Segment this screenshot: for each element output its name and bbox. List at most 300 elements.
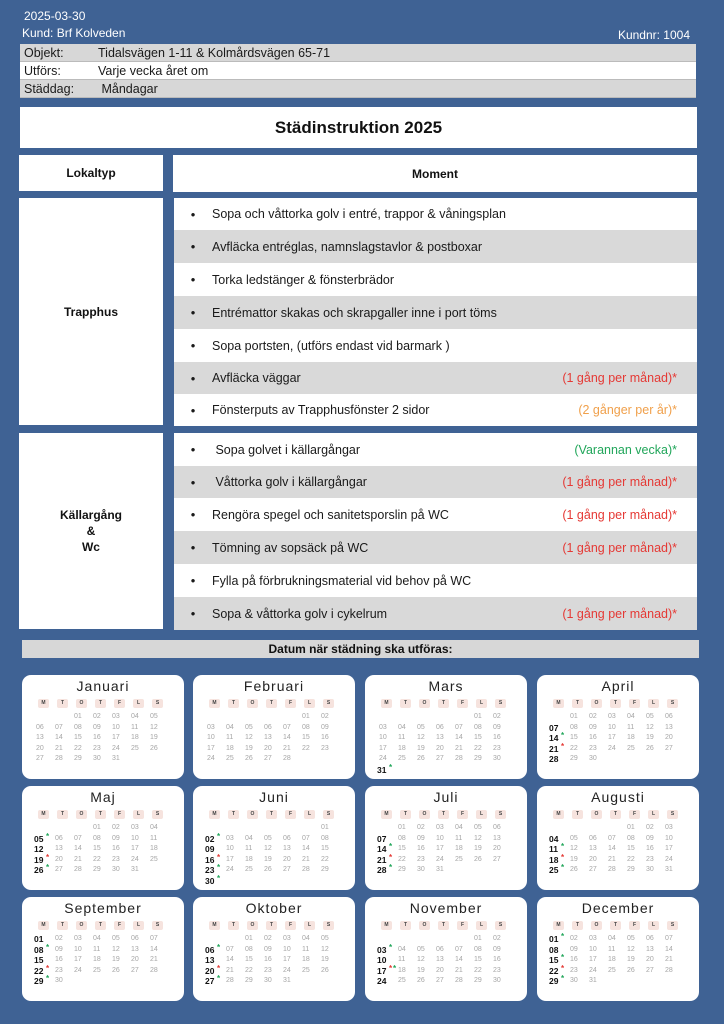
weekday-label: O bbox=[76, 810, 87, 819]
weekday-label: O bbox=[247, 699, 258, 708]
month-days bbox=[193, 810, 355, 887]
calendar-day: 18 bbox=[627, 734, 635, 742]
calendar-day: 25 bbox=[608, 966, 616, 974]
green-asterisk-icon: * bbox=[389, 842, 393, 852]
weekday-label: L bbox=[476, 921, 487, 930]
calendar-day: 09 bbox=[417, 834, 425, 842]
calendar-day: 06 bbox=[436, 945, 444, 953]
weekday-label: L bbox=[304, 921, 315, 930]
calendar-day: 13 bbox=[589, 845, 597, 853]
calendar-day: 06 bbox=[436, 723, 444, 731]
weekday-label: S bbox=[152, 921, 163, 930]
cleaning-day: 15 * bbox=[549, 953, 565, 966]
calendar-day: 29 bbox=[398, 866, 406, 874]
info-value: Måndagar bbox=[98, 81, 158, 96]
calendar-day: 22 bbox=[627, 855, 635, 863]
calendar-day: 21 bbox=[55, 744, 63, 752]
calendar-day: 04 bbox=[455, 824, 463, 831]
task-row bbox=[174, 433, 697, 466]
cleaning-day: 04 bbox=[549, 833, 559, 844]
month-name: September bbox=[64, 900, 142, 916]
calendar-day: 20 bbox=[131, 956, 139, 964]
cleaning-day: 14 * bbox=[377, 842, 393, 855]
calendar-day: 16 bbox=[93, 734, 101, 742]
calendar-day: 30 bbox=[417, 866, 425, 874]
weekday-label: S bbox=[152, 699, 163, 708]
calendar-day: 30 bbox=[589, 755, 597, 763]
calendar-day: 24 bbox=[589, 966, 597, 974]
info-row-objekt bbox=[20, 44, 696, 62]
weekday-label: M bbox=[553, 921, 564, 930]
calendar-day: 15 bbox=[302, 734, 310, 742]
calendar-day: 10 bbox=[131, 834, 139, 842]
weekday-label: T bbox=[400, 921, 411, 930]
weekday-label: T bbox=[572, 699, 583, 708]
green-asterisk-icon: * bbox=[217, 863, 221, 873]
weekday-label: M bbox=[38, 921, 49, 930]
calendar-day: 04 bbox=[131, 713, 139, 720]
calendar-day: 15 bbox=[474, 956, 482, 964]
calendar-day: 12 bbox=[570, 845, 578, 853]
calendar-day: 10 bbox=[74, 945, 82, 953]
cleaning-day: 03 * bbox=[377, 942, 393, 955]
calendar-day: 14 bbox=[455, 956, 463, 964]
weekday-label: S bbox=[667, 810, 678, 819]
bullet-icon: • bbox=[190, 442, 196, 457]
calendar-month bbox=[537, 675, 699, 779]
calendar-day: 16 bbox=[321, 734, 329, 742]
calendar-day: 14 bbox=[150, 945, 158, 953]
weekday-label: L bbox=[476, 699, 487, 708]
month-days bbox=[537, 921, 699, 987]
task-text: Fylla på förbrukningsmaterial vid behov på WC bbox=[212, 573, 472, 588]
calendar-day: 22 bbox=[245, 966, 253, 974]
weekday-label: T bbox=[228, 810, 239, 819]
calendar-day: 03 bbox=[131, 824, 139, 831]
calendar-day: 31 bbox=[131, 866, 139, 874]
green-asterisk-icon: * bbox=[217, 873, 221, 883]
calendar-day: 13 bbox=[436, 734, 444, 742]
month-name: Maj bbox=[90, 789, 116, 805]
month-name: November bbox=[409, 900, 483, 916]
red-asterisk-icon: * bbox=[217, 852, 221, 862]
calendar-day: 11 bbox=[302, 945, 310, 953]
calendar-day: 30 bbox=[493, 755, 501, 763]
calendar-day: 21 bbox=[283, 744, 291, 752]
weekday-label: L bbox=[304, 810, 315, 819]
month-days bbox=[365, 921, 527, 987]
cleaning-day: 01 bbox=[34, 934, 44, 944]
calendar-day: 01 bbox=[74, 713, 82, 720]
calendar-day: 13 bbox=[665, 723, 673, 731]
calendar-day: 21 bbox=[74, 855, 82, 863]
calendar-day: 03 bbox=[589, 935, 597, 942]
task-text: Avfläcka entréglas, namnslagstavlor & postboxar bbox=[212, 239, 483, 254]
info-label: Objekt: bbox=[24, 45, 64, 60]
calendar-day: 03 bbox=[608, 713, 616, 720]
calendar-day: 09 bbox=[570, 945, 578, 953]
calendar-day: 15 bbox=[398, 845, 406, 853]
calendar-day: 07 bbox=[608, 834, 616, 842]
weekday-label: T bbox=[610, 810, 621, 819]
calendar-day: 05 bbox=[646, 713, 654, 720]
calendar-day: 19 bbox=[150, 734, 158, 742]
calendar-day: 09 bbox=[264, 945, 272, 953]
calendar-day: 25 bbox=[627, 744, 635, 752]
weekday-label: F bbox=[285, 699, 296, 708]
weekday-label: T bbox=[610, 699, 621, 708]
calendar-day: 09 bbox=[55, 945, 63, 953]
calendar-day: 24 bbox=[207, 755, 215, 763]
calendar-day: 02 bbox=[493, 935, 501, 942]
weekday-label: S bbox=[323, 810, 334, 819]
calendar-day: 26 bbox=[321, 966, 329, 974]
calendar-day: 06 bbox=[665, 713, 673, 720]
calendar-day: 19 bbox=[474, 845, 482, 853]
calendar-day: 06 bbox=[283, 834, 291, 842]
calendar-day: 18 bbox=[302, 956, 310, 964]
weekday-label: T bbox=[400, 699, 411, 708]
calendar-day: 21 bbox=[665, 956, 673, 964]
calendar-day: 01 bbox=[474, 713, 482, 720]
calendar-day: 06 bbox=[493, 824, 501, 831]
task-row bbox=[174, 198, 697, 230]
green-asterisk-icon: * bbox=[217, 974, 221, 984]
calendar-month bbox=[193, 675, 355, 779]
calendar-month bbox=[365, 786, 527, 890]
task-frequency: (1 gång per månad)* bbox=[562, 540, 677, 555]
bullet-icon: • bbox=[190, 206, 196, 222]
weekday-label: O bbox=[76, 921, 87, 930]
calendar-day: 21 bbox=[608, 855, 616, 863]
calendar-day: 17 bbox=[665, 845, 673, 853]
calendar-month bbox=[365, 675, 527, 779]
section-label-kallargang: Källargång & Wc bbox=[19, 433, 163, 629]
bullet-icon: • bbox=[190, 507, 196, 522]
calendar-day: 25 bbox=[398, 977, 406, 985]
green-asterisk-icon: * bbox=[46, 974, 50, 984]
calendar-month bbox=[193, 786, 355, 890]
calendar-day: 08 bbox=[245, 945, 253, 953]
calendar-day: 16 bbox=[112, 845, 120, 853]
calendar-month bbox=[365, 897, 527, 1001]
calendar-day: 12 bbox=[150, 723, 158, 731]
calendar-day: 20 bbox=[665, 734, 673, 742]
calendar-day: 20 bbox=[436, 744, 444, 752]
weekday-label: T bbox=[400, 810, 411, 819]
weekday-label: L bbox=[648, 810, 659, 819]
cleaning-day: 13 bbox=[205, 955, 215, 966]
calendar-day: 14 bbox=[74, 845, 82, 853]
calendar-day: 26 bbox=[417, 977, 425, 985]
calendar-day: 25 bbox=[226, 755, 234, 763]
calendar-day: 21 bbox=[455, 966, 463, 974]
weekday-label: T bbox=[266, 921, 277, 930]
cleaning-day: 01 * bbox=[549, 932, 565, 944]
green-asterisk-icon: * bbox=[561, 974, 565, 984]
calendar-day: 14 bbox=[455, 734, 463, 742]
calendar-day: 08 bbox=[93, 834, 101, 842]
weekday-label: O bbox=[419, 810, 430, 819]
calendar-day: 11 bbox=[93, 945, 101, 953]
calendar-day: 23 bbox=[93, 744, 101, 752]
calendar-day: 24 bbox=[131, 855, 139, 863]
weekday-label: O bbox=[247, 810, 258, 819]
red-asterisk-icon: * bbox=[389, 963, 393, 973]
calendar-day: 01 bbox=[245, 935, 253, 942]
weekday-label: F bbox=[114, 699, 125, 708]
green-asterisk-icon: * bbox=[389, 942, 393, 952]
calendar-day: 11 bbox=[627, 723, 635, 731]
weekday-label: L bbox=[133, 921, 144, 930]
task-frequency: (1 gång per månad)* bbox=[562, 606, 677, 621]
calendar-day: 07 bbox=[283, 723, 291, 731]
month-days bbox=[537, 810, 699, 876]
red-asterisk-icon: * bbox=[46, 852, 50, 862]
cleaning-day: 14 * bbox=[549, 731, 565, 744]
task-row bbox=[174, 498, 697, 531]
calendar-day: 13 bbox=[436, 956, 444, 964]
weekday-label: S bbox=[667, 921, 678, 930]
cleaning-day: 21 * bbox=[549, 741, 565, 754]
weekday-label: M bbox=[553, 810, 564, 819]
bullet-icon: • bbox=[190, 272, 196, 287]
calendar-day: 05 bbox=[570, 834, 578, 842]
weekday-label: T bbox=[438, 921, 449, 930]
green-asterisk-icon: * bbox=[217, 942, 221, 952]
green-asterisk-icon: * bbox=[46, 863, 50, 873]
calendar-day: 04 bbox=[245, 834, 253, 842]
calendar-day: 20 bbox=[646, 956, 654, 964]
green-asterisk-icon: * bbox=[561, 932, 565, 941]
calendar-day: 20 bbox=[493, 845, 501, 853]
calendar-day: 29 bbox=[570, 755, 578, 763]
red-asterisk-icon: * bbox=[46, 963, 50, 973]
weekday-label: O bbox=[419, 921, 430, 930]
red-asterisk-icon: * bbox=[217, 963, 221, 973]
calendar-day: 04 bbox=[226, 723, 234, 731]
calendar-day: 22 bbox=[74, 744, 82, 752]
calendar-day: 04 bbox=[150, 824, 158, 831]
calendar-day: 28 bbox=[55, 755, 63, 763]
month-days bbox=[22, 921, 184, 987]
calendar-day: 16 bbox=[417, 845, 425, 853]
calendar-day: 13 bbox=[36, 734, 44, 742]
weekday-label: S bbox=[323, 921, 334, 930]
weekday-label: F bbox=[285, 810, 296, 819]
calendar-day: 15 bbox=[474, 734, 482, 742]
info-row-utfors bbox=[20, 62, 696, 80]
weekday-label: M bbox=[553, 699, 564, 708]
cleaning-day: 07 bbox=[377, 833, 387, 844]
calendar-day: 08 bbox=[474, 723, 482, 731]
task-row bbox=[174, 263, 697, 296]
cleaning-day: 08 * bbox=[34, 942, 50, 955]
calendar-day: 27 bbox=[283, 866, 291, 874]
weekday-label: T bbox=[572, 921, 583, 930]
calendar-day: 19 bbox=[570, 855, 578, 863]
calendar-day: 02 bbox=[646, 824, 654, 831]
calendar-day: 14 bbox=[665, 945, 673, 953]
calendar-day: 12 bbox=[112, 945, 120, 953]
calendar-day: 18 bbox=[455, 845, 463, 853]
task-text: Sopa och våttorka golv i entré, trappor & våningsplan bbox=[212, 207, 506, 221]
weekday-label: M bbox=[209, 921, 220, 930]
month-days bbox=[193, 921, 355, 987]
calendar-day: 05 bbox=[245, 723, 253, 731]
calendar-day: 12 bbox=[474, 834, 482, 842]
cleaning-day: 23 * bbox=[205, 863, 221, 876]
calendar-title: Datum när städning ska utföras: bbox=[22, 640, 699, 658]
calendar-day: 17 bbox=[207, 744, 215, 752]
green-asterisk-icon: * bbox=[389, 762, 393, 772]
cleaning-day: 11 * bbox=[549, 842, 565, 855]
calendar-day: 10 bbox=[226, 845, 234, 853]
calendar-day: 19 bbox=[417, 744, 425, 752]
month-name: December bbox=[581, 900, 655, 916]
calendar-day: 08 bbox=[302, 723, 310, 731]
calendar-day: 03 bbox=[207, 723, 215, 731]
calendar-day: 08 bbox=[74, 723, 82, 731]
calendar-day: 12 bbox=[417, 734, 425, 742]
calendar-day: 19 bbox=[112, 956, 120, 964]
calendar-day: 29 bbox=[627, 866, 635, 874]
calendar-day: 28 bbox=[665, 966, 673, 974]
month-days bbox=[22, 699, 184, 765]
calendar-day: 17 bbox=[74, 956, 82, 964]
weekday-label: M bbox=[38, 699, 49, 708]
calendar-day: 02 bbox=[321, 713, 329, 720]
calendar-day: 20 bbox=[589, 855, 597, 863]
cleaning-day: 28 bbox=[549, 754, 559, 765]
task-text: Entrémattor skakas och skrapgaller inne i port töms bbox=[212, 305, 497, 320]
cleaning-day: 16 * bbox=[205, 852, 221, 865]
calendar-day: 29 bbox=[474, 755, 482, 763]
month-days bbox=[22, 810, 184, 876]
calendar-day: 12 bbox=[321, 945, 329, 953]
calendar-day: 27 bbox=[589, 866, 597, 874]
green-asterisk-icon: * bbox=[46, 942, 50, 952]
calendar-day: 09 bbox=[112, 834, 120, 842]
calendar-day: 23 bbox=[321, 744, 329, 752]
calendar-day: 02 bbox=[493, 713, 501, 720]
calendar-day: 04 bbox=[627, 713, 635, 720]
calendar-day: 06 bbox=[36, 723, 44, 731]
task-text: Tömning av sopsäck på WC bbox=[212, 540, 369, 555]
calendar-day: 08 bbox=[570, 723, 578, 731]
calendar-month bbox=[193, 897, 355, 1001]
info-row-staddag bbox=[20, 80, 696, 98]
red-asterisk-icon: * bbox=[561, 741, 565, 751]
calendar-day: 28 bbox=[74, 866, 82, 874]
calendar-day: 15 bbox=[570, 734, 578, 742]
cleaning-day: 19 * bbox=[34, 852, 50, 865]
task-row bbox=[174, 296, 697, 329]
calendar-day: 23 bbox=[417, 855, 425, 863]
info-value: Tidalsvägen 1-11 & Kolmårdsvägen 65-71 bbox=[98, 45, 331, 60]
month-name: April bbox=[601, 678, 635, 694]
calendar-day: 19 bbox=[646, 734, 654, 742]
calendar-day: 24 bbox=[665, 855, 673, 863]
weekday-label: M bbox=[38, 810, 49, 819]
calendar-day: 17 bbox=[608, 734, 616, 742]
calendar-day: 10 bbox=[207, 734, 215, 742]
calendar-day: 29 bbox=[245, 977, 253, 985]
calendar-day: 12 bbox=[245, 734, 253, 742]
calendar-day: 14 bbox=[302, 845, 310, 853]
calendar-day: 25 bbox=[93, 966, 101, 974]
calendar-day: 07 bbox=[455, 945, 463, 953]
weekday-label: T bbox=[228, 921, 239, 930]
calendar-day: 02 bbox=[570, 935, 578, 942]
calendar-day: 18 bbox=[226, 744, 234, 752]
calendar-day: 31 bbox=[112, 755, 120, 763]
weekday-label: T bbox=[266, 810, 277, 819]
calendar-day: 26 bbox=[112, 966, 120, 974]
green-asterisk-icon: * bbox=[389, 863, 393, 873]
calendar-day: 15 bbox=[321, 845, 329, 853]
green-asterisk-icon: * bbox=[217, 831, 221, 841]
calendar-day: 22 bbox=[398, 855, 406, 863]
weekday-label: T bbox=[610, 921, 621, 930]
red-asterisk-icon: * bbox=[389, 852, 393, 862]
calendar-day: 09 bbox=[93, 723, 101, 731]
cleaning-day: 08 bbox=[549, 944, 559, 955]
weekday-label: T bbox=[57, 699, 68, 708]
calendar-day: 12 bbox=[627, 945, 635, 953]
calendar-day: 03 bbox=[226, 834, 234, 842]
calendar-day: 14 bbox=[283, 734, 291, 742]
weekday-label: T bbox=[95, 699, 106, 708]
cleaning-day: 25 * bbox=[549, 863, 565, 876]
task-text: Fönsterputs av Trapphusfönster 2 sidor bbox=[212, 403, 430, 417]
weekday-label: M bbox=[209, 699, 220, 708]
weekday-label: F bbox=[629, 810, 640, 819]
weekday-label: T bbox=[57, 810, 68, 819]
green-asterisk-icon: * bbox=[561, 842, 565, 852]
calendar-month bbox=[22, 675, 184, 779]
weekday-label: O bbox=[591, 810, 602, 819]
calendar-day: 01 bbox=[93, 824, 101, 831]
weekday-label: O bbox=[591, 921, 602, 930]
calendar-day: 25 bbox=[131, 744, 139, 752]
calendar-day: 23 bbox=[570, 966, 578, 974]
calendar-day: 26 bbox=[627, 966, 635, 974]
calendar-day: 24 bbox=[226, 866, 234, 874]
weekday-label: T bbox=[95, 810, 106, 819]
calendar-day: 31 bbox=[436, 866, 444, 874]
calendar-day: 06 bbox=[131, 935, 139, 942]
weekday-label: F bbox=[457, 699, 468, 708]
cleaning-day: 28 * bbox=[377, 863, 393, 876]
green-asterisk-icon: * bbox=[393, 963, 397, 973]
section-label-trapphus: Trapphus bbox=[19, 198, 163, 425]
calendar-day: 19 bbox=[264, 855, 272, 863]
month-name: Juli bbox=[433, 789, 459, 805]
task-row bbox=[174, 362, 697, 394]
weekday-label: M bbox=[209, 810, 220, 819]
calendar-day: 30 bbox=[570, 977, 578, 985]
calendar-day: 27 bbox=[646, 966, 654, 974]
calendar-day: 16 bbox=[55, 956, 63, 964]
weekday-label: T bbox=[57, 921, 68, 930]
calendar-day: 10 bbox=[112, 723, 120, 731]
cleaning-day: 29 * bbox=[34, 974, 50, 987]
calendar-day: 05 bbox=[417, 723, 425, 731]
weekday-label: M bbox=[381, 810, 392, 819]
task-text: Sopa & våttorka golv i cykelrum bbox=[212, 606, 388, 621]
customer-name: Kund: Brf Kolveden bbox=[22, 26, 126, 40]
